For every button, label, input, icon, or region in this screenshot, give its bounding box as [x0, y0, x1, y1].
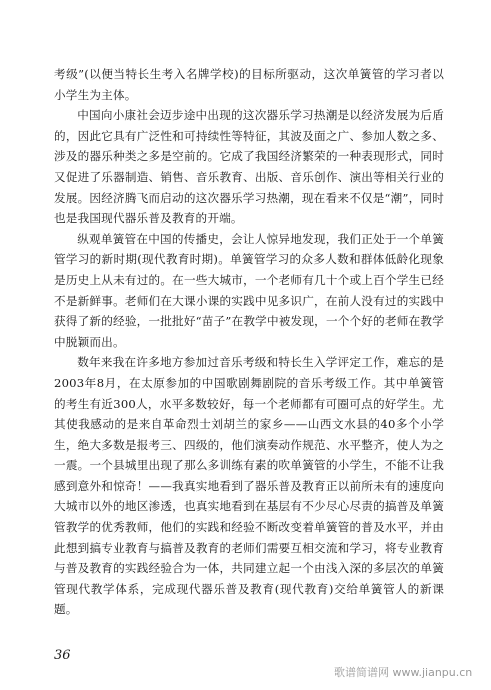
paragraph-continuation: 考级”(以便当特长生考入名牌学校)的目标所驱动，这次单簧管的学习者以小学生为主体。: [54, 67, 444, 102]
site-watermark: 歌谱简谱网 www.jianpu.cn: [334, 666, 473, 679]
page-number: 36: [54, 648, 71, 663]
page-body: [54, 64, 444, 620]
paragraph-music-boom: 中国向小康社会迈步途中出现的这次器乐学习热潮是以经济发展为后盾的，因此它具有广泛性和可持续性等特征，其波及面之广、参加人数之多、涉及的器乐种类之多是空前的。它成了我国经济繁荣的一种表现形式，同时又促进了乐器制造、销售、音乐教育、出版、音乐创作、演出等相关行业的发展。因经济腾飞而启动的这次器乐学习热潮，现在看来不仅是“潮”，同时也是我国现代器乐普及教育的开端。: [54, 108, 444, 226]
paragraph-taiyuan-exam: 数年来我在许多地方参加过音乐考级和特长生入学评定工作，难忘的是2003年8月，在太原参加的中国歌剧舞剧院的音乐考级工作。其中单簧管的考生有近300人，水平多数较好，每一个老师都有可圈可点的好学生。尤其使我感动的是来自革命烈士刘胡兰的家乡——山西文水县的40多个小学生，绝大多数是报考三、四级的，他们演奏动作规范、水平整齐，使人为之一震。一个县城里出现了那么多训练有素的吹单簧管的小学生，不能不让我感到意外和惊奇！——我真实地看到了器乐普及教育正以前所未有的速度向大城市以外的地区渗透，也真实地看到在基层有不少尽心尽责的搞普及单簧管教学的优秀教师，他们的实践和经验不断改变着单簧管的普及水平，并由此想到搞专业教育与搞普及教育的老师们需要互相交流和学习，将专业教育与普及教育的实践经验合为一体，共同建立起一个由浅入深的多层次的单簧管现代教学体系，完成现代器乐普及教育(现代教育)交给单簧管人的新课题。: [54, 355, 444, 617]
paragraph-clarinet-history: 纵观单簧管在中国的传播史，会让人惊异地发现，我们正处于一个单簧管学习的新时期(现代教育时期)。单簧管学习的众多人数和群体低龄化现象是历史上从未有过的。在一些大城市，一个老师有几十个或上百个学生已经不是新鲜事。老师们在大课小课的实践中见多识广，在前人没有过的实践中获得了新的经验，一批批好“苗子”在教学中被发现，一个个好的老师在教学中脱颖而出。: [54, 231, 444, 349]
